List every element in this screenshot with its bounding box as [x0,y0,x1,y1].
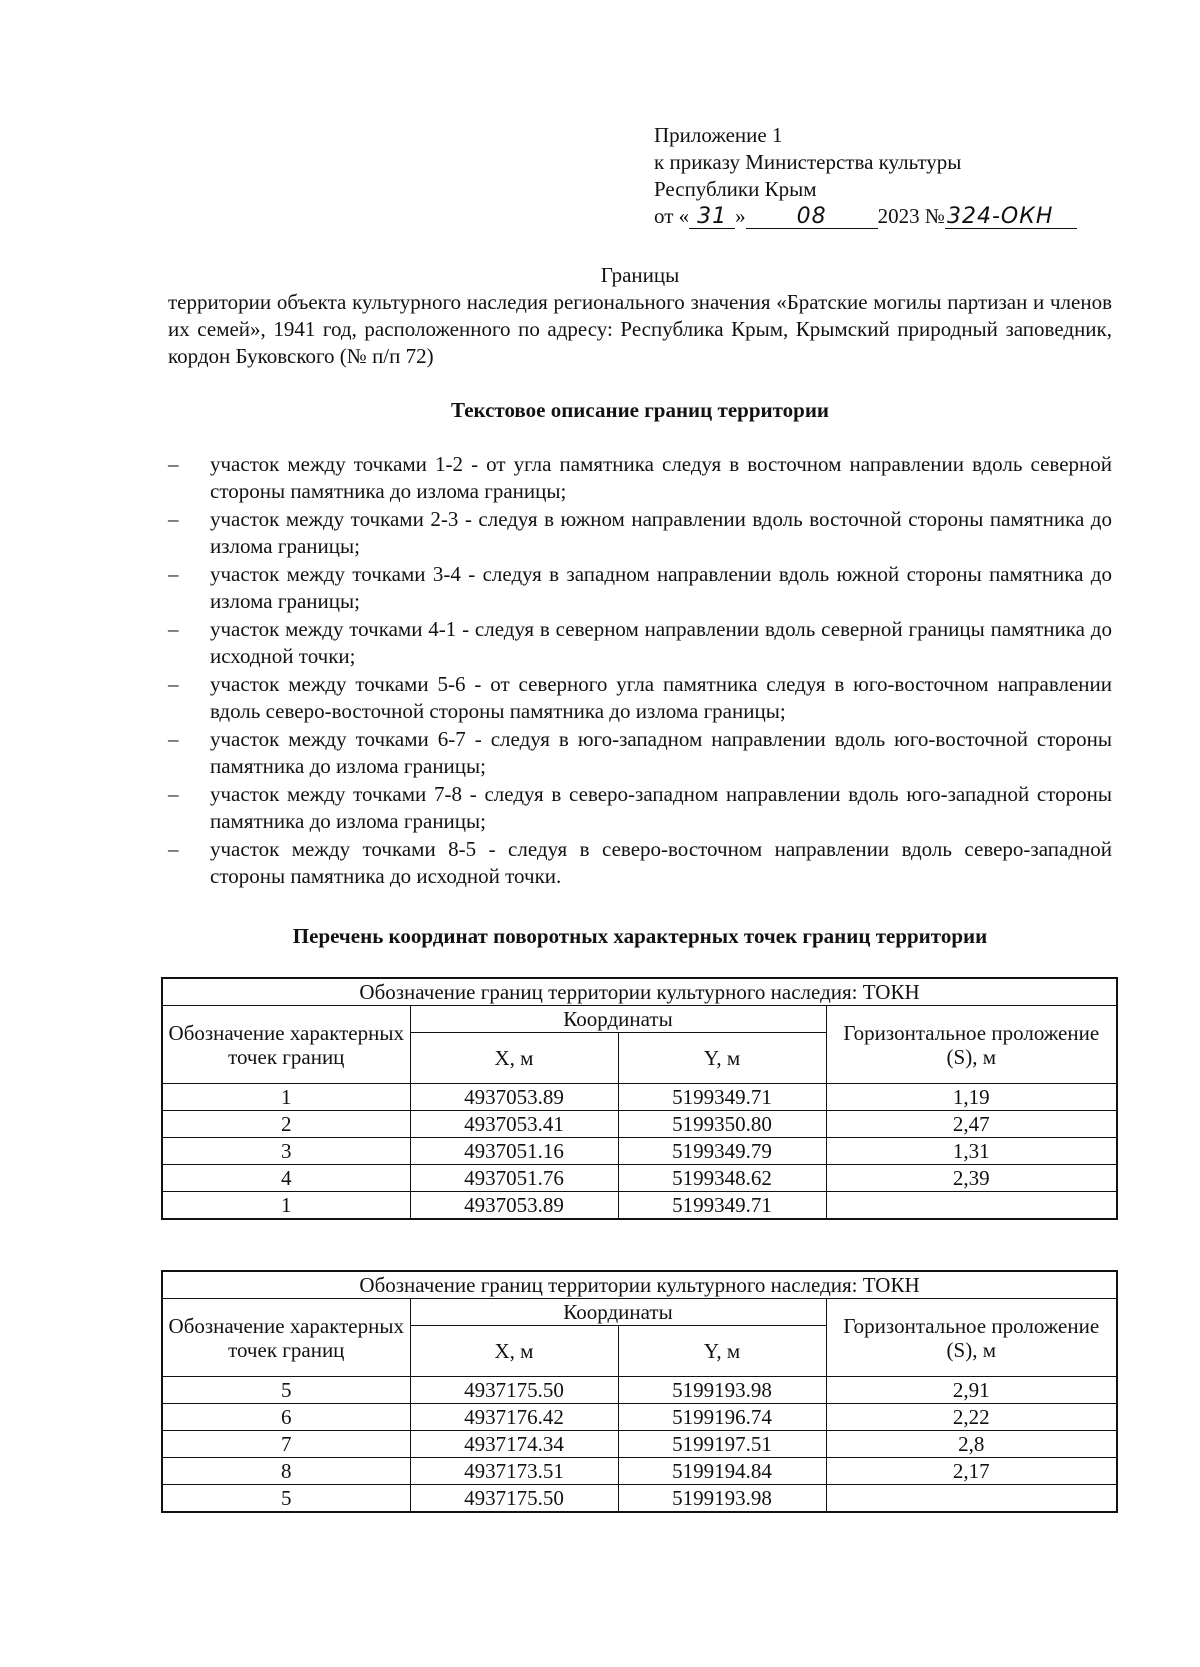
list-item-text: участок между точками 4-1 - следуя в северном направлении вдоль северной границы памятника до исходной точки; [210,617,1112,668]
boundary-description-list [168,451,1112,891]
header-y: Y, м [618,1033,826,1084]
list-item-text: участок между точками 1-2 - от угла памятника следуя в восточном направлении вдоль северной стороны памятника до излома границы; [210,452,1112,503]
cell-y: 5199193.98 [618,1377,826,1404]
cell-y: 5199350.80 [618,1111,826,1138]
cell-x: 4937175.50 [410,1377,618,1404]
dash-marker: – [168,782,179,806]
table-row [162,1192,1117,1220]
cell-x: 4937053.41 [410,1111,618,1138]
cell-x: 4937175.50 [410,1485,618,1513]
document-title: Границы [600,263,680,287]
cell-distance: 1,31 [826,1138,1117,1165]
dash-marker: – [168,672,179,696]
cell-distance: 2,39 [826,1165,1117,1192]
list-item [168,616,1112,670]
coordinates-heading: Перечень координат поворотных характерных точек границ территории [292,924,988,948]
cell-point: 7 [162,1431,410,1458]
header-horizontal-distance: Горизонтальное проложение (S), м [826,1299,1117,1377]
cell-distance: 2,8 [826,1431,1117,1458]
table-row [162,1458,1117,1485]
list-item-text: участок между точками 3-4 - следуя в западном направлении вдоль южной стороны памятника до излома границы; [210,562,1112,613]
cell-point: 2 [162,1111,410,1138]
list-item-text: участок между точками 6-7 - следуя в юго-западном направлении вдоль юго-восточной стороны памятника до излома границы; [210,727,1112,778]
appendix-header [654,122,1114,230]
cell-point: 6 [162,1404,410,1431]
cell-distance [826,1485,1117,1513]
header-point-designation: Обозначение характерных точек границ [162,1006,410,1084]
coordinates-table-1 [161,977,1118,1220]
cell-distance: 2,47 [826,1111,1117,1138]
header-point-designation: Обозначение характерных точек границ [162,1299,410,1377]
cell-x: 4937174.34 [410,1431,618,1458]
table-caption: Обозначение границ территории культурного наследия: ТОКН [162,1271,1117,1299]
cell-point: 5 [162,1485,410,1513]
appendix-line-2: к приказу Министерства культуры [654,150,962,174]
dash-marker: – [168,507,179,531]
date-prefix: от « [654,204,690,228]
cell-point: 5 [162,1377,410,1404]
cell-y: 5199348.62 [618,1165,826,1192]
dash-marker: – [168,727,179,751]
table-row [162,1431,1117,1458]
header-horizontal-distance: Горизонтальное проложение (S), м [826,1006,1117,1084]
cell-y: 5199193.98 [618,1485,826,1513]
table-caption: Обозначение границ территории культурного наследия: ТОКН [162,978,1117,1006]
table-row [162,1485,1117,1513]
table-row [162,1084,1117,1111]
dash-marker: – [168,837,179,861]
handwritten-month: 08 [746,206,878,229]
handwritten-day: 31 [689,206,735,229]
cell-point: 1 [162,1084,410,1111]
table-header-row [162,1006,1117,1033]
list-item [168,836,1112,890]
list-item [168,671,1112,725]
document-intro: территории объекта культурного наследия регионального значения «Братские могилы партизан и членов их семей», 1941 год, расположенного по адресу: Республика Крым, Крымский природный заповедник, кордон Буковского (№ п/п 72) [168,290,1112,368]
table-row [162,1404,1117,1431]
appendix-date-line [654,203,1114,230]
dash-marker: – [168,617,179,641]
list-item [168,451,1112,505]
list-item-text: участок между точками 2-3 - следуя в южном направлении вдоль восточной стороны памятника до излома границы; [210,507,1112,558]
table-header-row [162,1299,1117,1326]
cell-x: 4937173.51 [410,1458,618,1485]
appendix-line-1: Приложение 1 [654,123,783,147]
list-item [168,726,1112,780]
table-row [162,1377,1117,1404]
header-coordinates: Координаты [410,1299,826,1326]
cell-x: 4937053.89 [410,1084,618,1111]
text-description-heading: Текстовое описание границ территории [450,398,830,422]
cell-distance: 2,22 [826,1404,1117,1431]
list-item [168,506,1112,560]
dash-marker: – [168,452,179,476]
header-coordinates: Координаты [410,1006,826,1033]
cell-point: 8 [162,1458,410,1485]
cell-x: 4937053.89 [410,1192,618,1220]
cell-x: 4937051.76 [410,1165,618,1192]
header-x: X, м [410,1033,618,1084]
list-item [168,561,1112,615]
table-row [162,1111,1117,1138]
cell-point: 3 [162,1138,410,1165]
cell-point: 1 [162,1192,410,1220]
cell-point: 4 [162,1165,410,1192]
cell-y: 5199349.71 [618,1084,826,1111]
cell-distance: 1,19 [826,1084,1117,1111]
table-caption-row [162,1271,1117,1299]
list-item-text: участок между точками 7-8 - следуя в северо-западном направлении вдоль юго-западной стороны памятника до излома границы; [210,782,1112,833]
date-year: 2023 № [877,204,945,228]
dash-marker: – [168,562,179,586]
cell-distance: 2,17 [826,1458,1117,1485]
cell-y: 5199349.79 [618,1138,826,1165]
table-caption-row [162,978,1117,1006]
cell-y: 5199194.84 [618,1458,826,1485]
cell-distance [826,1192,1117,1220]
table-row [162,1138,1117,1165]
list-item-text: участок между точками 8-5 - следуя в северо-восточном направлении вдоль северо-западной стороны памятника до исходной точки. [210,837,1112,888]
cell-y: 5199196.74 [618,1404,826,1431]
header-x: X, м [410,1326,618,1377]
date-day-close: » [735,204,746,228]
cell-x: 4937176.42 [410,1404,618,1431]
list-item-text: участок между точками 5-6 - от северного угла памятника следуя в юго-восточном направлении вдоль северо-восточной стороны памятника до излома границы; [210,672,1112,723]
handwritten-order-number: 324-ОКН [945,206,1077,229]
cell-y: 5199197.51 [618,1431,826,1458]
coordinates-table-2 [161,1270,1118,1513]
list-item [168,781,1112,835]
cell-y: 5199349.71 [618,1192,826,1220]
cell-distance: 2,91 [826,1377,1117,1404]
header-y: Y, м [618,1326,826,1377]
cell-x: 4937051.16 [410,1138,618,1165]
table-row [162,1165,1117,1192]
appendix-line-3: Республики Крым [654,177,817,201]
